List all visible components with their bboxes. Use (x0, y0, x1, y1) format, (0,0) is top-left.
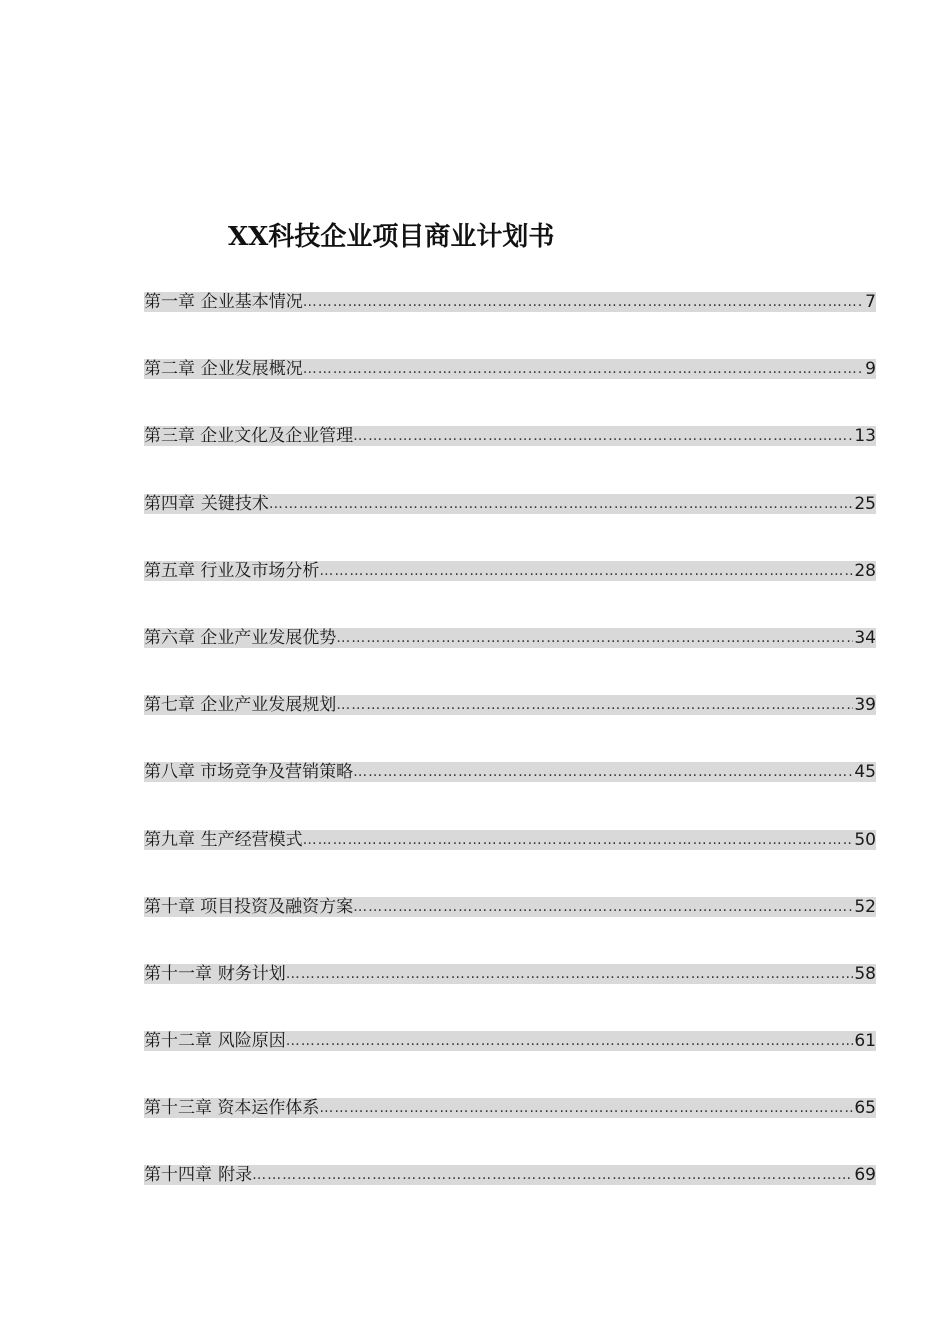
toc-dot-leader (252, 1165, 853, 1185)
toc-entry-title: 企业产业发展规划 (200, 695, 337, 716)
toc-dot-leader (303, 292, 864, 312)
toc-entry-page: 50 (854, 829, 876, 850)
toc-dot-leader (353, 762, 853, 782)
toc-dot-leader (303, 359, 864, 379)
toc-entry-title: 市场竞争及营销策略 (200, 762, 354, 783)
toc-entry-chapter: 第十四章 (144, 1165, 212, 1186)
toc-entry-5[interactable] (144, 561, 876, 581)
toc-dot-leader (286, 964, 854, 984)
toc-entry-page: 13 (854, 426, 876, 447)
toc-entry-chapter: 第十一章 (144, 963, 212, 984)
toc-dot-leader (286, 1031, 854, 1051)
toc-entry-title: 附录 (218, 1165, 253, 1186)
toc-entry-page: 61 (854, 1031, 876, 1052)
toc-entry-chapter: 第二章 (144, 359, 195, 380)
toc-entry-page: 34 (854, 627, 876, 648)
toc-entry-title: 企业文化及企业管理 (200, 426, 354, 447)
toc-dot-leader (319, 1098, 853, 1118)
toc-entry-4[interactable] (144, 494, 876, 514)
toc-entry-chapter: 第六章 (144, 627, 195, 648)
toc-entry-13[interactable] (144, 1098, 876, 1118)
toc-entry-page: 45 (854, 762, 876, 783)
toc-entry-page: 69 (854, 1165, 876, 1186)
toc-entry-chapter: 第十二章 (144, 1031, 212, 1052)
table-of-contents (144, 292, 876, 1233)
toc-entry-title: 风险原因 (217, 1031, 286, 1052)
toc-entry-10[interactable] (144, 897, 876, 917)
toc-entry-page: 7 (865, 292, 876, 312)
toc-entry-8[interactable] (144, 762, 876, 782)
toc-entry-chapter: 第九章 (144, 829, 195, 850)
toc-entry-chapter: 第三章 (144, 426, 195, 447)
toc-entry-3[interactable] (144, 426, 876, 446)
toc-entry-page: 52 (854, 896, 876, 917)
toc-entry-title: 生产经营模式 (200, 829, 303, 850)
toc-entry-page: 39 (854, 695, 876, 716)
toc-dot-leader (303, 830, 854, 850)
toc-entry-14[interactable] (144, 1165, 876, 1185)
toc-entry-page: 25 (854, 493, 876, 514)
toc-entry-6[interactable] (144, 628, 876, 648)
toc-dot-leader (336, 628, 853, 648)
toc-entry-chapter: 第十三章 (144, 1098, 212, 1119)
toc-entry-chapter: 第十章 (144, 896, 195, 917)
toc-entry-page: 28 (854, 560, 876, 581)
toc-entry-title: 企业基本情况 (200, 292, 303, 312)
toc-entry-chapter: 第四章 (144, 493, 195, 514)
toc-dot-leader (269, 494, 853, 514)
toc-dot-leader (319, 561, 853, 581)
toc-entry-11[interactable] (144, 964, 876, 984)
toc-dot-leader (353, 426, 853, 446)
toc-entry-chapter: 第七章 (144, 695, 195, 716)
toc-entry-12[interactable] (144, 1031, 876, 1051)
toc-entry-title: 企业发展概况 (200, 359, 303, 380)
toc-dot-leader (336, 695, 853, 715)
toc-entry-chapter: 第八章 (144, 762, 195, 783)
toc-entry-chapter: 第五章 (144, 560, 195, 581)
toc-entry-page: 9 (865, 359, 876, 380)
toc-dot-leader (353, 897, 853, 917)
toc-entry-page: 58 (854, 963, 876, 984)
document-title: XX科技企业项目商业计划书 (228, 222, 555, 252)
toc-entry-2[interactable] (144, 359, 876, 379)
toc-entry-1[interactable] (144, 292, 876, 312)
toc-entry-page: 65 (854, 1098, 876, 1119)
toc-entry-title: 财务计划 (217, 963, 286, 984)
toc-entry-title: 资本运作体系 (217, 1098, 320, 1119)
toc-entry-title: 关键技术 (200, 493, 269, 514)
toc-entry-title: 行业及市场分析 (200, 560, 320, 581)
toc-entry-7[interactable] (144, 695, 876, 715)
toc-entry-chapter: 第一章 (144, 292, 195, 312)
toc-entry-9[interactable] (144, 830, 876, 850)
toc-entry-title: 企业产业发展优势 (200, 627, 337, 648)
toc-entry-title: 项目投资及融资方案 (200, 896, 354, 917)
